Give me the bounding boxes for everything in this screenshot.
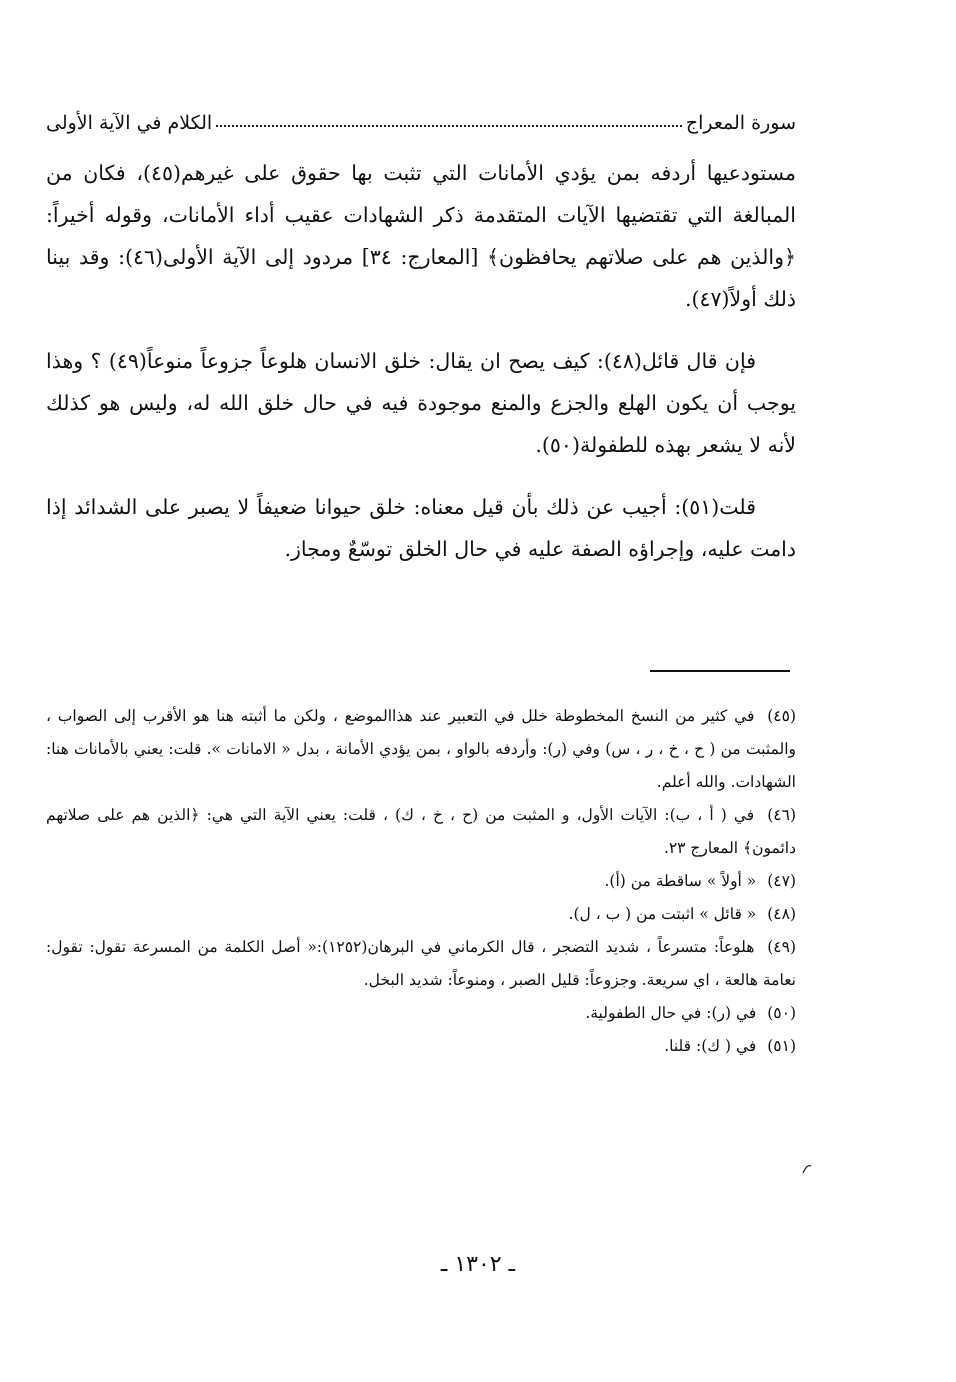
footnote-text: « قائل » اثبتت من ( ب ، ل). — [568, 905, 757, 923]
footnote-text: هلوعاً: متسرعاً ، شديد التضجر ، قال الكرماني في البرهان(١٢٥٢):« أصل الكلمة من المسرعة تقول: تقول: نعامة هالعة ، اي سريعة. وجزوعاً: قليل الصبر ، ومنوعاً: شديد البخل. — [46, 938, 796, 989]
footnote-number: (٥١) — [767, 1037, 796, 1055]
main-text — [46, 152, 796, 570]
footnote-50 — [46, 997, 796, 1030]
paragraph-1: مستودعيها أردفه بمن يؤدي الأمانات التي تثبت بها حقوق على غيرهم(٤٥)، فكان من المبالغة التي تقتضيها الآيات المتقدمة ذكر الشهادات عقيب أداء الأمانات، وقوله أخيراً: ﴿والذين هم على صلاتهم يحافظون﴾ [المعارج: ٣٤] مردود إلى الآية الأولى(٤٦): وقد بينا ذلك أولاً(٤٧). — [46, 161, 797, 311]
footnote-number: (٤٨) — [767, 905, 796, 923]
footnote-45 — [46, 700, 796, 799]
footnote-text: في ( أ ، ب): الآيات الأول، و المثبت من (ح ، خ ، ك) ، قلت: يعني الآية التي هي: ﴿الذين هم على صلاتهم دائمون﴾ المعارج ٢٣. — [46, 806, 796, 857]
header-section-title: الكلام في الآية الأولى — [46, 112, 213, 134]
footnote-number: (٥٠) — [767, 1004, 796, 1022]
header-dot-leader — [216, 125, 682, 127]
running-header — [46, 98, 796, 134]
page-number: ـ ١٣٠٢ ـ — [440, 1252, 516, 1277]
margin-pen-mark-icon — [800, 1162, 814, 1176]
footnote-text: « أولاً » ساقطة من (أ). — [604, 872, 757, 890]
footnote-number: (٤٧) — [767, 872, 796, 890]
footnote-text: في كثير من النسخ المخطوطة خلل في التعبير عند هذاالموضع ، ولكن ما أثبته هنا هو الأقرب إلى الصواب ، والمثبت من ( ح ، خ ، ر ، س) وفي (ر): وأردفه بالواو ، بمن يؤدي الأمانة ، بدل « الامانات ». قلت: يعني بالأمانات هنا: الشهادات. والله أعلم. — [46, 707, 796, 791]
footnote-46 — [46, 799, 796, 865]
footnotes — [46, 700, 796, 1063]
paragraph-3: قلت(٥١): أجيب عن ذلك بأن قيل معناه: خلق حيوانا ضعيفاً لا يصبر على الشدائد إذا دامت عليه، وإجراؤه الصفة عليه في حال الخلق توسّعٌ ومجاز. — [46, 495, 796, 561]
footnote-text: في ( ك): قلنا. — [664, 1037, 757, 1055]
footnote-47 — [46, 865, 796, 898]
footnote-51 — [46, 1030, 796, 1063]
footnote-number: (٤٥) — [767, 707, 796, 725]
footnote-number: (٤٦) — [767, 806, 796, 824]
footnote-49 — [46, 931, 796, 997]
header-surah-name: سورة المعراج — [685, 112, 796, 134]
footnote-separator — [650, 670, 790, 672]
footnote-48 — [46, 898, 796, 931]
footnote-number: (٤٩) — [767, 938, 797, 956]
footnote-text: في (ر): في حال الطفولية. — [585, 1004, 757, 1022]
paragraph-2: فإن قال قائل(٤٨): كيف يصح ان يقال: خلق الانسان هلوعاً جزوعاً منوعاً(٤٩) ؟ وهذا يوجب أن يكون الهلع والجزع والمنع موجودة فيه في حال خلق الله له، وليس هو كذلك لأنه لا يشعر بهذه للطفولة(٥٠). — [46, 349, 796, 457]
